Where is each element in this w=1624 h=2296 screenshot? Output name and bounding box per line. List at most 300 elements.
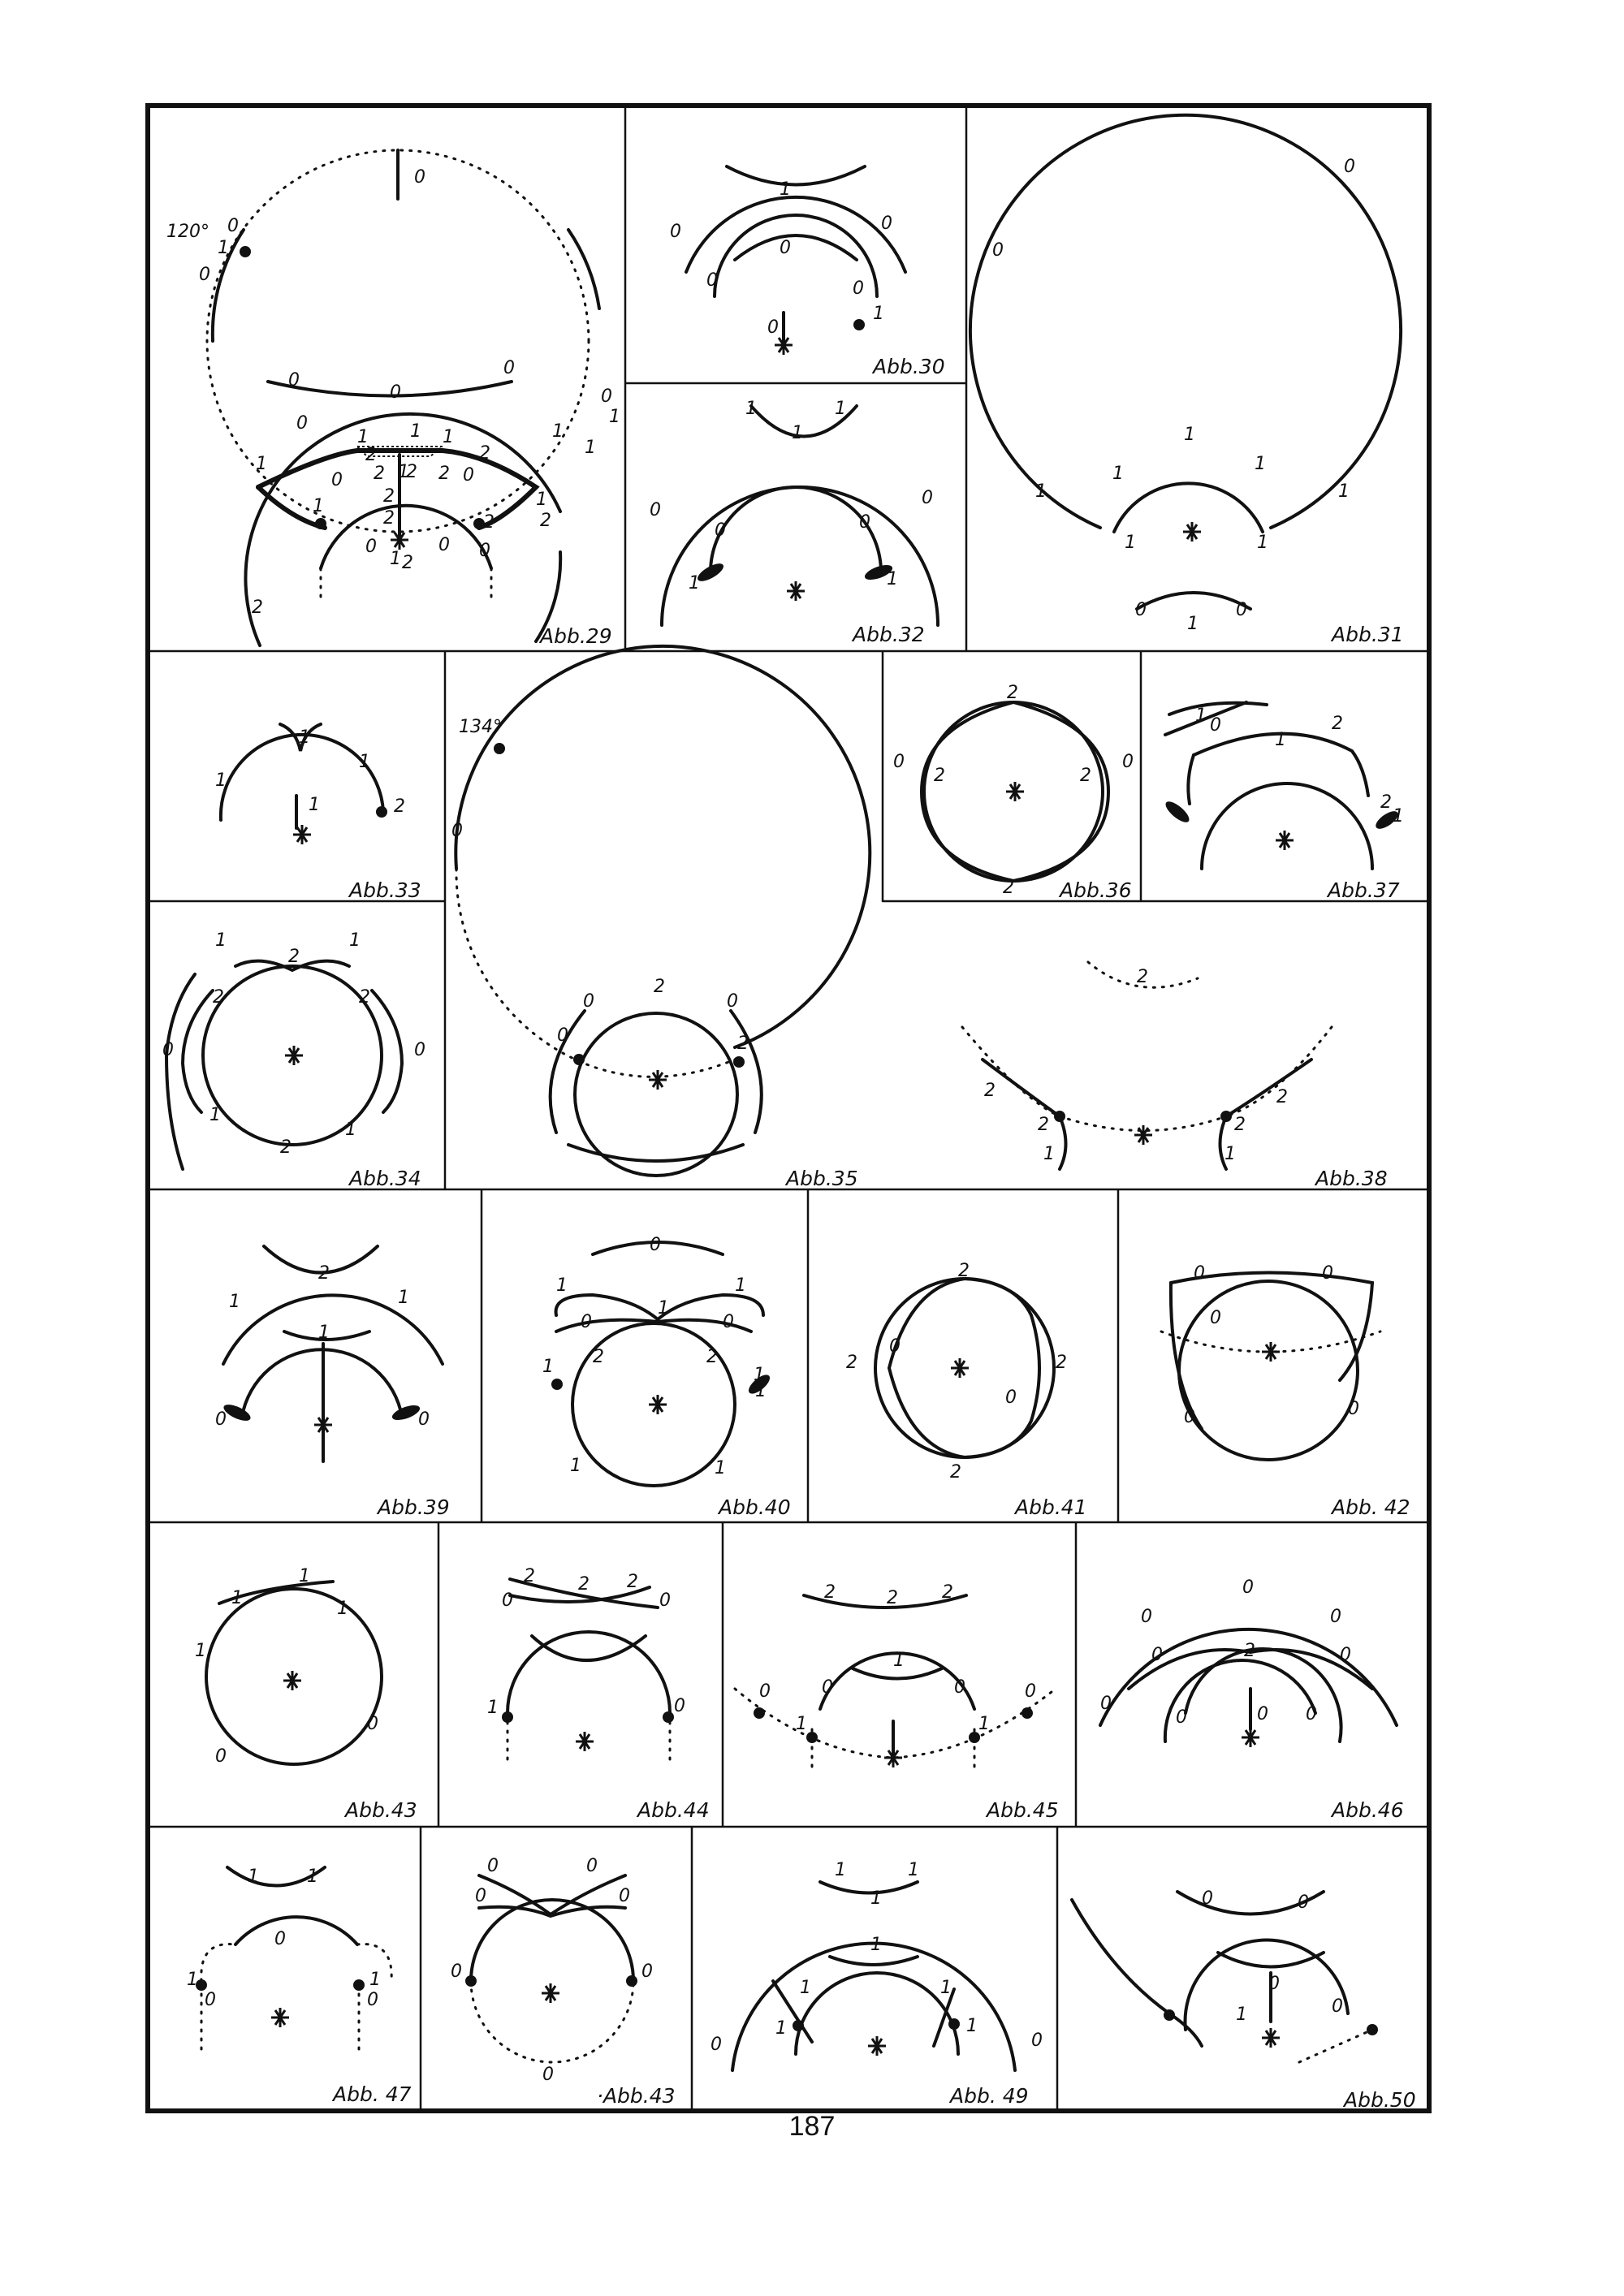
figure-label: 1 <box>299 727 310 748</box>
figure-label: 0 <box>1242 1577 1254 1598</box>
figure-label: 2 <box>318 1263 330 1284</box>
figure-caption: Abb.40 <box>719 1495 791 1519</box>
figure-label: 0 <box>659 1590 671 1611</box>
center-star-icon <box>542 1983 559 2003</box>
figure-45 <box>735 1595 1056 1770</box>
figure-label: 1 <box>870 1888 882 1909</box>
figure-label: 0 <box>1236 600 1247 620</box>
figure-label: 0 <box>542 2065 554 2085</box>
figure-mark <box>948 2018 960 2030</box>
figure-mark <box>727 166 865 185</box>
figure-label: 2 <box>1056 1353 1067 1373</box>
figure-mark <box>376 806 387 818</box>
figure-label: 1 <box>1257 533 1268 553</box>
figure-50-labels <box>1202 1888 1416 2112</box>
figure-mark <box>494 743 505 754</box>
figure-mark <box>456 869 735 1077</box>
figure-mark <box>315 518 326 529</box>
figure-mark <box>508 1632 670 1713</box>
figure-mark <box>532 1636 646 1660</box>
center-star-icon <box>787 581 805 601</box>
figure-label: 1 <box>585 438 596 458</box>
figure-label: 0 <box>557 1025 568 1046</box>
figure-caption: Abb.50 <box>1344 2088 1416 2112</box>
figure-label: 0 <box>1005 1388 1017 1408</box>
figure-mark <box>853 319 865 330</box>
figure-label: 1 <box>1184 425 1195 445</box>
figure-48 <box>465 1875 637 2062</box>
figure-29-labels <box>166 167 620 648</box>
figure-mark <box>1179 1281 1358 1460</box>
figure-label: 0 <box>205 1990 216 2010</box>
figure-label: 0 <box>727 991 738 1012</box>
figure-label: 2 <box>365 445 377 465</box>
figure-mark <box>1021 1707 1033 1719</box>
figure-label: 0 <box>1151 1645 1163 1665</box>
figure-label: 0 <box>922 488 933 508</box>
figure-label: 0 <box>1268 1974 1280 1994</box>
figure-label: 2 <box>737 1034 749 1054</box>
figure-label: 0 <box>215 1409 227 1430</box>
figure-label: 1 <box>893 1651 905 1671</box>
figure-label: 2 <box>524 1566 535 1586</box>
figure-label: 0 <box>853 278 864 299</box>
figure-42 <box>1161 1273 1380 1461</box>
figure-label: 1 <box>552 421 564 442</box>
figure-label: 0 <box>451 821 463 841</box>
figure-caption: Abb.44 <box>637 1798 710 1822</box>
figure-label: 0 <box>1210 1308 1221 1328</box>
figure-caption: Abb.43 <box>345 1798 417 1822</box>
figure-label: 1 <box>658 1298 669 1318</box>
figure-label: 0 <box>390 382 401 403</box>
figure-label: 2 <box>846 1353 857 1373</box>
figure-label: 0 <box>365 537 377 557</box>
figure-label: 0 <box>650 1235 661 1255</box>
figure-label: 2 <box>654 977 665 997</box>
center-star-icon <box>775 335 793 355</box>
figure-label: 1 <box>209 1105 221 1125</box>
figure-label: 1 <box>248 1867 259 1887</box>
center-star-icon <box>1276 831 1294 850</box>
figure-mark <box>1202 783 1372 869</box>
figure-label: 1 <box>187 1970 198 1990</box>
figure-mark <box>353 1979 365 1991</box>
figure-label: 0 <box>451 1962 462 1982</box>
figure-label: 0 <box>418 1409 430 1430</box>
figure-label: 1 <box>369 1970 381 1990</box>
figure-label: 0 <box>954 1677 965 1698</box>
center-star-icon <box>576 1732 594 1751</box>
figure-label: 0 <box>586 1856 598 1876</box>
center-star-icon <box>283 1671 301 1690</box>
figure-mark <box>735 235 857 260</box>
figure-label: 1 <box>715 1458 726 1478</box>
figure-38 <box>962 962 1332 1169</box>
figure-caption: Abb.32 <box>853 623 925 646</box>
figure-label: 0 <box>767 317 779 338</box>
figure-43 <box>206 1582 382 1764</box>
figure-mark <box>502 1711 513 1723</box>
figure-label: 1 <box>309 795 320 815</box>
figure-caption: Abb.29 <box>540 624 612 648</box>
figure-label: 0 <box>581 1312 592 1332</box>
figure-label: 2 <box>438 464 450 484</box>
figure-label: 0 <box>881 214 892 234</box>
figure-label: 0 <box>1344 157 1355 177</box>
figure-mark <box>1299 2030 1372 2062</box>
figure-label: 0 <box>1031 2031 1043 2051</box>
figure-mark <box>1054 1111 1065 1122</box>
figure-37 <box>1163 702 1401 869</box>
figure-caption: Abb.41 <box>1015 1495 1087 1519</box>
figure-mark <box>962 1027 1060 1116</box>
figure-label: 0 <box>162 1040 174 1060</box>
figure-40-labels <box>542 1235 791 1519</box>
figure-label: 2 <box>288 947 300 967</box>
figure-mark <box>830 1957 918 1965</box>
figure-label: 2 <box>406 462 417 482</box>
figure-label: 0 <box>619 1886 630 1906</box>
figure-label: 0 <box>1141 1607 1152 1627</box>
figure-label: 1 <box>755 1381 767 1401</box>
figure-label: 1 <box>940 1978 952 1998</box>
figure-mark <box>223 1295 443 1364</box>
figure-caption: Abb.45 <box>987 1798 1059 1822</box>
figure-label: 1 <box>307 1867 318 1887</box>
center-star-icon <box>285 1046 303 1065</box>
figure-label: 1 <box>1338 481 1350 502</box>
figure-label: 0 <box>893 752 905 772</box>
figure-42-labels <box>1184 1263 1410 1519</box>
figure-mark <box>806 1732 818 1743</box>
figure-mark <box>372 990 402 1112</box>
figure-49 <box>732 1882 1015 2070</box>
figure-47-labels <box>187 1867 412 2106</box>
figure-label: 2 <box>887 1588 898 1608</box>
figure-label: 0 <box>1122 752 1134 772</box>
figure-label: 0 <box>1340 1645 1351 1665</box>
figure-label: 2 <box>1137 967 1148 987</box>
figure-label: 1 <box>229 1292 240 1312</box>
figure-mark <box>1188 755 1194 804</box>
figure-caption: Abb.35 <box>786 1167 858 1190</box>
figure-label: 0 <box>670 222 681 242</box>
figure-label: 0 <box>414 167 425 188</box>
figure-39 <box>222 1246 443 1461</box>
figure-label: 1 <box>398 1288 409 1308</box>
figure-35-labels <box>451 717 858 1190</box>
figure-label: 0 <box>479 541 490 561</box>
center-star-icon <box>884 1748 902 1767</box>
figure-label: 1 <box>1224 1144 1236 1164</box>
figure-mark <box>793 2020 804 2031</box>
figure-label: 0 <box>227 216 239 236</box>
figure-label: 2 <box>706 1347 718 1367</box>
figure-mark <box>201 1944 391 1981</box>
figure-label: 1 <box>215 770 227 791</box>
figure-label: 2 <box>627 1572 638 1592</box>
figure-label: 0 <box>503 358 515 378</box>
figure-label: 2 <box>1244 1641 1255 1661</box>
figure-caption: Abb.34 <box>349 1167 421 1190</box>
figure-label: 2 <box>252 598 263 618</box>
figure-label: 0 <box>710 2035 722 2055</box>
figure-43-labels <box>195 1566 417 1822</box>
figure-mark <box>573 1054 585 1065</box>
center-star-icon <box>1262 2028 1280 2048</box>
figure-caption: Abb. 42 <box>1332 1495 1410 1519</box>
figure-47 <box>196 1867 391 2054</box>
figure-label: 0 <box>601 386 612 407</box>
figure-mark <box>1367 2024 1378 2035</box>
figure-mark <box>575 1013 737 1176</box>
figure-label: 1 <box>966 2016 978 2036</box>
figure-mark <box>754 1707 765 1719</box>
figure-mark <box>1137 593 1250 609</box>
figure-label: 0 <box>674 1696 685 1716</box>
figure-label: 1 <box>556 1275 568 1296</box>
figure-label: 1 <box>887 569 898 589</box>
figure-mark <box>183 990 213 1112</box>
center-star-icon <box>1006 782 1024 801</box>
figure-label: 1 <box>1043 1144 1055 1164</box>
figure-label: 0 <box>859 512 870 533</box>
figure-label: 0 <box>463 465 474 486</box>
figure-30-labels <box>670 179 945 378</box>
figure-label: 1 <box>609 407 620 427</box>
figure-label: 0 <box>1322 1263 1333 1284</box>
figure-label: 2 <box>1332 714 1343 734</box>
figure-mark <box>465 1975 477 1987</box>
figure-label: 1 <box>398 462 409 482</box>
figure-label: 1 <box>780 179 791 200</box>
figure-label: 0 <box>1306 1704 1317 1724</box>
figure-label: 1 <box>835 399 846 419</box>
figure-caption: ·Abb.43 <box>597 2084 676 2108</box>
figure-label: 0 <box>1025 1681 1036 1702</box>
figure-label: 1 <box>1035 481 1047 502</box>
figure-label: 2 <box>394 796 405 817</box>
figure-caption: Abb.36 <box>1060 878 1132 902</box>
figure-caption: Abb. 47 <box>333 2082 412 2106</box>
figure-label: 2 <box>984 1081 996 1101</box>
figure-label: 0 <box>438 535 450 555</box>
figure-label: 0 <box>274 1929 286 1949</box>
figure-label: 2 <box>578 1574 590 1595</box>
figure-label: 0 <box>715 520 726 541</box>
figure-label: 2 <box>950 1462 961 1482</box>
figure-33-labels <box>215 727 421 902</box>
figure-label: 1 <box>800 1978 811 1998</box>
figure-label: 0 <box>1332 1996 1343 2017</box>
figure-45-labels <box>759 1582 1059 1822</box>
center-star-icon <box>314 1415 332 1435</box>
figure-label: 1 <box>1236 2005 1247 2025</box>
figure-label: 1 <box>754 1365 765 1385</box>
center-star-icon <box>391 530 408 550</box>
figure-label: 1 <box>345 1120 356 1140</box>
figure-label: 0 <box>414 1040 425 1060</box>
figure-38-labels <box>984 967 1388 1190</box>
figure-label: 2 <box>1380 792 1392 813</box>
figure-mark <box>1220 1111 1232 1122</box>
figure-label: 2 <box>483 512 495 533</box>
figure-label: 2 <box>593 1347 604 1367</box>
figure-label: 0 <box>215 1746 227 1767</box>
figure-label: 1 <box>390 549 401 569</box>
figure-mark <box>240 246 251 257</box>
figure-label: 1 <box>792 423 803 443</box>
figure-caption: Abb.39 <box>378 1495 450 1519</box>
figure-mark <box>1164 2009 1175 2021</box>
figure-mark <box>1072 1900 1202 2046</box>
figure-label: 1 <box>735 1275 746 1296</box>
figure-label: 1 <box>570 1456 581 1476</box>
figure-caption: Abb.30 <box>873 355 945 378</box>
figure-label: 1 <box>870 1935 882 1955</box>
figure-label: 0 <box>759 1681 771 1702</box>
center-star-icon <box>649 1395 667 1414</box>
figure-label: 2 <box>934 766 945 786</box>
figure-label: 0 <box>502 1590 513 1611</box>
figure-50 <box>1072 1892 1378 2062</box>
figure-label: 1 <box>873 304 884 324</box>
figure-36 <box>922 702 1108 881</box>
figure-label: 2 <box>1276 1087 1288 1107</box>
figure-label: 0 <box>992 240 1004 261</box>
figure-label: 1 <box>443 427 454 447</box>
figure-label: 1 <box>359 752 370 772</box>
figure-label: 0 <box>367 1990 378 2010</box>
center-star-icon <box>1134 1125 1152 1145</box>
figure-label: 1 <box>410 421 421 442</box>
figure-49-labels <box>710 1860 1043 2108</box>
figure-label: 0 <box>331 470 343 490</box>
center-star-icon <box>868 2036 886 2056</box>
figure-label: 0 <box>199 265 210 285</box>
figure-label: 1 <box>1255 454 1266 474</box>
figure-label: 0 <box>822 1677 833 1698</box>
figure-mark <box>166 974 195 1169</box>
figure-mark <box>662 487 938 625</box>
figure-label: 2 <box>1007 683 1018 703</box>
figure-label: 0 <box>583 991 594 1012</box>
figure-label: 0 <box>1298 1892 1309 1913</box>
figure-label: 2 <box>1080 766 1091 786</box>
figure-mark <box>321 568 491 601</box>
figure-label: 0 <box>723 1312 734 1332</box>
figure-label: 2 <box>942 1582 953 1603</box>
figure-label: 1 <box>215 930 227 951</box>
figure-30 <box>686 166 905 355</box>
figure-31-labels <box>992 157 1404 646</box>
figure-label: 1 <box>1275 730 1286 750</box>
figure-label: 0 <box>1194 1263 1205 1284</box>
figure-label: 1 <box>337 1599 348 1619</box>
figure-label: 1 <box>542 1357 554 1377</box>
figure-label: 1 <box>775 2018 787 2039</box>
figure-caption: Abb.33 <box>349 878 421 902</box>
figure-label: 0 <box>1348 1399 1359 1419</box>
figure-label: 1 <box>349 930 361 951</box>
figure-label: 1 <box>313 496 324 516</box>
figure-mark <box>735 1689 1056 1758</box>
figure-label: 1 <box>256 454 267 474</box>
figure-label: 1 <box>796 1714 807 1734</box>
center-star-icon <box>1242 1728 1259 1747</box>
figure-mark <box>1171 1273 1372 1381</box>
page-number: 187 <box>788 2111 836 2142</box>
figure-label: 0 <box>288 370 300 391</box>
figure-label: 0 <box>1257 1704 1268 1724</box>
figure-label: 2 <box>280 1137 292 1158</box>
figure-label: 2 <box>359 987 370 1008</box>
figure-mark <box>733 1056 745 1068</box>
figure-label: 1 <box>487 1698 499 1718</box>
figure-44-labels <box>487 1566 710 1822</box>
figure-44 <box>502 1579 674 1766</box>
figure-label: 2 <box>479 443 490 464</box>
figure-label: 0 <box>889 1336 901 1357</box>
figure-label: 0 <box>780 238 791 258</box>
figure-mark <box>820 1882 918 1893</box>
figure-label: 0 <box>1210 715 1221 736</box>
angle-label: 120° <box>166 222 209 242</box>
figure-label: 0 <box>1100 1694 1112 1714</box>
figure-label: 0 <box>487 1856 499 1876</box>
figure-label: 2 <box>1003 878 1014 898</box>
figure-label: 2 <box>958 1261 970 1281</box>
figure-label: 0 <box>475 1886 486 1906</box>
figure-label: 1 <box>195 1641 206 1661</box>
figure-label: 2 <box>402 553 413 573</box>
figure-label: 1 <box>1125 533 1136 553</box>
figure-41 <box>875 1279 1054 1457</box>
figure-label: 1 <box>318 1323 330 1343</box>
figure-label: 2 <box>1038 1115 1049 1135</box>
figure-31 <box>970 115 1401 609</box>
figure-label: 1 <box>299 1566 310 1586</box>
figure-mark <box>970 115 1401 528</box>
figure-label: 0 <box>1176 1707 1187 1728</box>
figure-label: 1 <box>835 1860 846 1880</box>
figure-label: 0 <box>706 270 718 291</box>
figure-mark <box>551 1379 563 1390</box>
center-star-icon <box>951 1358 969 1378</box>
figure-mark <box>508 1713 670 1766</box>
figure-label: 1 <box>1393 806 1404 826</box>
figure-caption: Abb.31 <box>1332 623 1404 646</box>
figure-label: 0 <box>1135 600 1147 620</box>
figure-label: 134° <box>459 717 502 737</box>
figure-caption: Abb.46 <box>1332 1798 1404 1822</box>
figure-label: 2 <box>374 464 385 484</box>
figure-mark <box>626 1975 637 1987</box>
center-star-icon <box>1262 1342 1280 1362</box>
figure-label: 1 <box>978 1714 990 1734</box>
figure-caption: Abb.37 <box>1328 878 1400 902</box>
figure-mark <box>479 1875 625 1914</box>
figure-label: 1 <box>689 573 700 593</box>
figure-label: 1 <box>908 1860 919 1880</box>
figure-mark <box>235 1917 357 1944</box>
figure-label: 1 <box>218 238 229 258</box>
figure-label: 0 <box>641 1962 653 1982</box>
figure-label: 1 <box>536 490 547 510</box>
figure-label: 2 <box>1234 1115 1246 1135</box>
figure-label: 1 <box>1187 614 1199 634</box>
